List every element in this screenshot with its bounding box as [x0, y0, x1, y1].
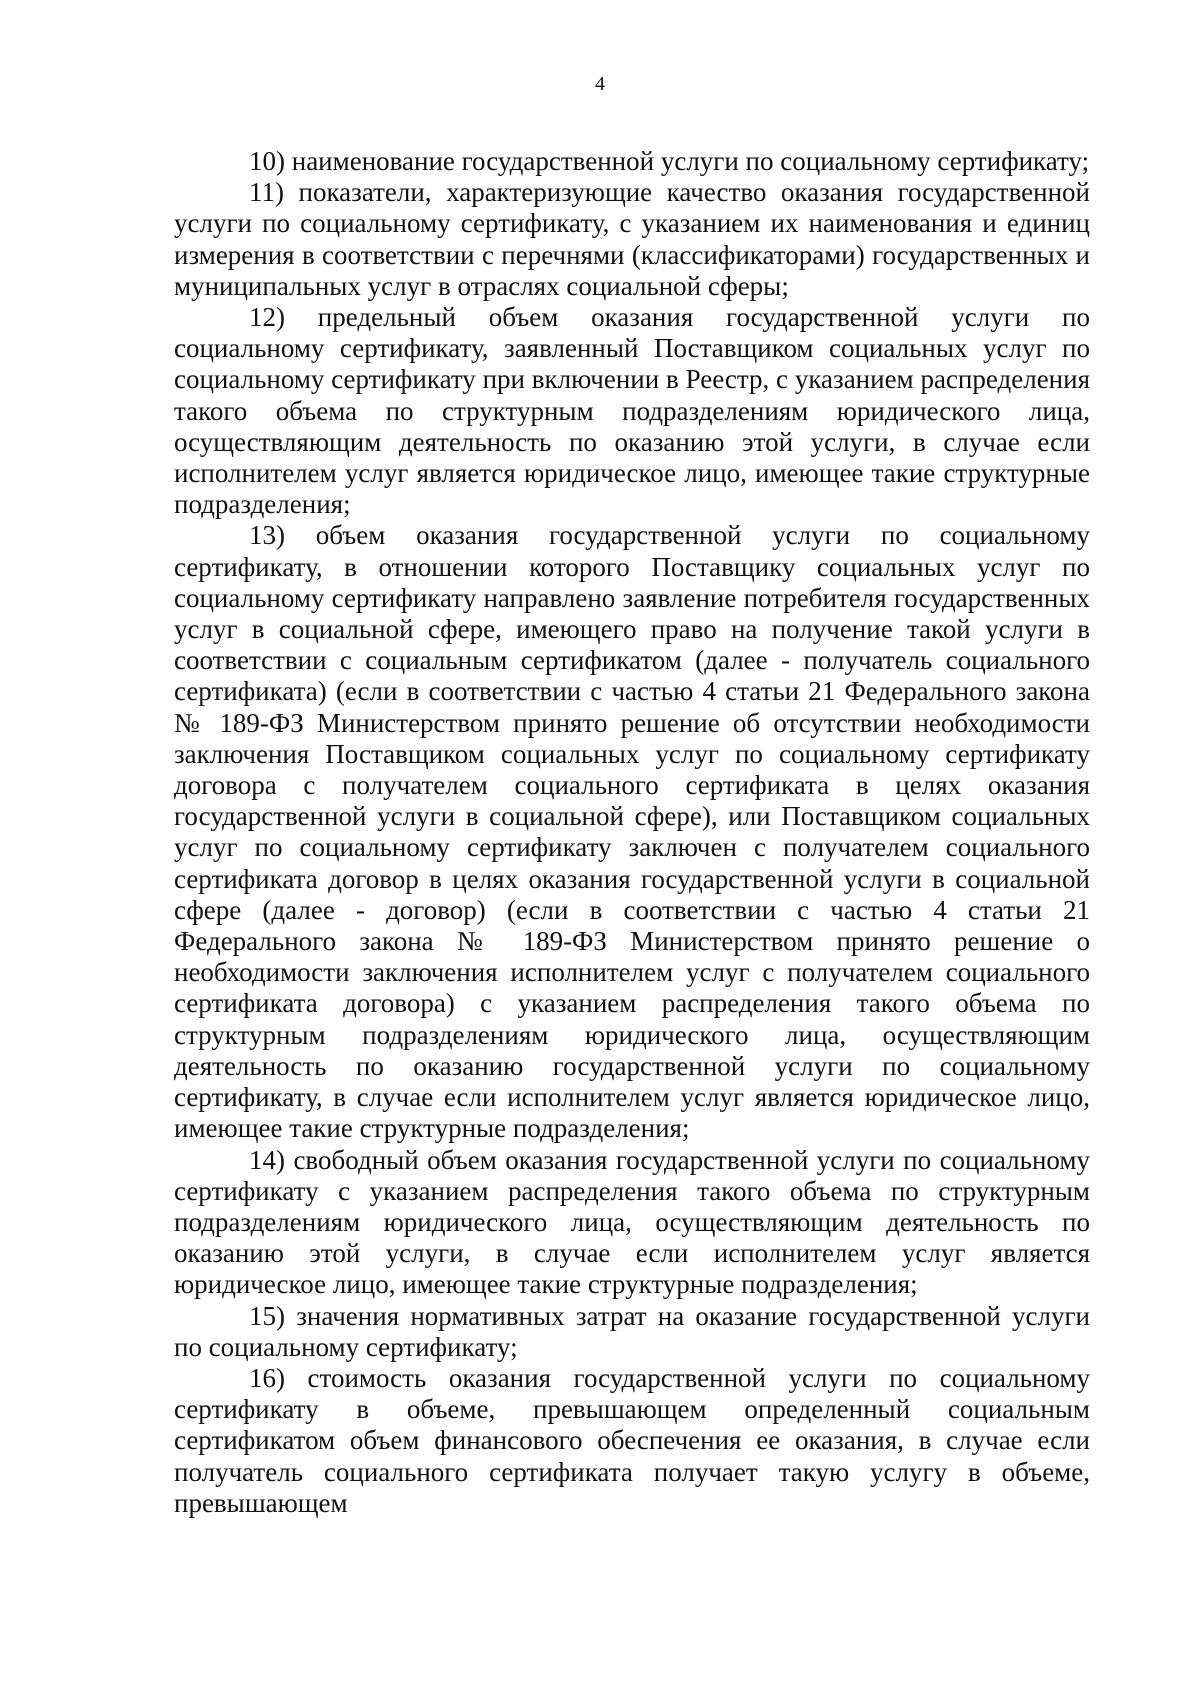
list-item-12: 12) предельный объем оказания государственной услуги по социальному сертификату, заявленный Поставщиком социальных услуг по социальному сертификату при включении в Реестр, с указанием распределения такого объема по структурным подразделениям юридического лица, осуществляющим деятельность по оказанию этой услуги, в случае если исполнителем услуг является юридическое лицо, имеющее такие структурные подразделения;: [174, 302, 1090, 520]
list-item-15: 15) значения нормативных затрат на оказание государственной услуги по социальному сертификату;: [174, 1300, 1090, 1362]
list-item-11: 11) показатели, характеризующие качество оказания государственной услуги по социальному сертификату, с указанием их наименования и единиц измерения в соответствии с перечнями (классификаторами) государственных и муниципальных услуг в отраслях социальной сферы;: [174, 177, 1090, 301]
list-item-14: 14) свободный объем оказания государственной услуги по социальному сертификату с указанием распределения такого объема по структурным подразделениям юридического лица, осуществляющим деятельность по оказанию этой услуги, в случае если исполнителем услуг является юридическое лицо, имеющее такие структурные подразделения;: [174, 1144, 1090, 1300]
list-item-10: 10) наименование государственной услуги по социальному сертификату;: [249, 146, 1090, 176]
document-body: [174, 146, 1090, 1519]
list-item-13: 13) объем оказания государственной услуги по социальному сертификату, в отношении которого Поставщику социальных услуг по социальному сертификату направлено заявление потребителя государственных услуг в социальной сфере, имеющего право на получение такой услуги в соответствии с социальным сертификатом (далее - получатель социального сертификата) (если в соответствии с частью 4 статьи 21 Федерального закона № 189-ФЗ Министерством принято решение об отсутствии необходимости заключения Поставщиком социальных услуг по социальному сертификату договора с получателем социального сертификата в целях оказания государственной услуги в социальной сфере), или Поставщиком социальных услуг по социальному сертификату заключен с получателем социального сертификата договор в целях оказания государственной услуги в социальной сфере (далее - договор) (если в соответствии с частью 4 статьи 21 Федерального закона № 189-ФЗ Министерством принято решение о необходимости заключения исполнителем услуг с получателем социального сертификата договора) с указанием распределения такого объема по структурным подразделениям юридического лица, осуществляющим деятельность по оказанию государственной услуги по социальному сертификату, в случае если исполнителем услуг является юридическое лицо, имеющее такие структурные подразделения;: [174, 520, 1090, 1144]
page-number: 4: [595, 73, 605, 95]
list-item-16: 16) стоимость оказания государственной услуги по социальному сертификату в объеме, превышающем определенный социальным сертификатом объем финансового обеспечения ее оказания, в случае если получатель социального сертификата получает такую услугу в объеме, превышающем: [174, 1362, 1090, 1518]
